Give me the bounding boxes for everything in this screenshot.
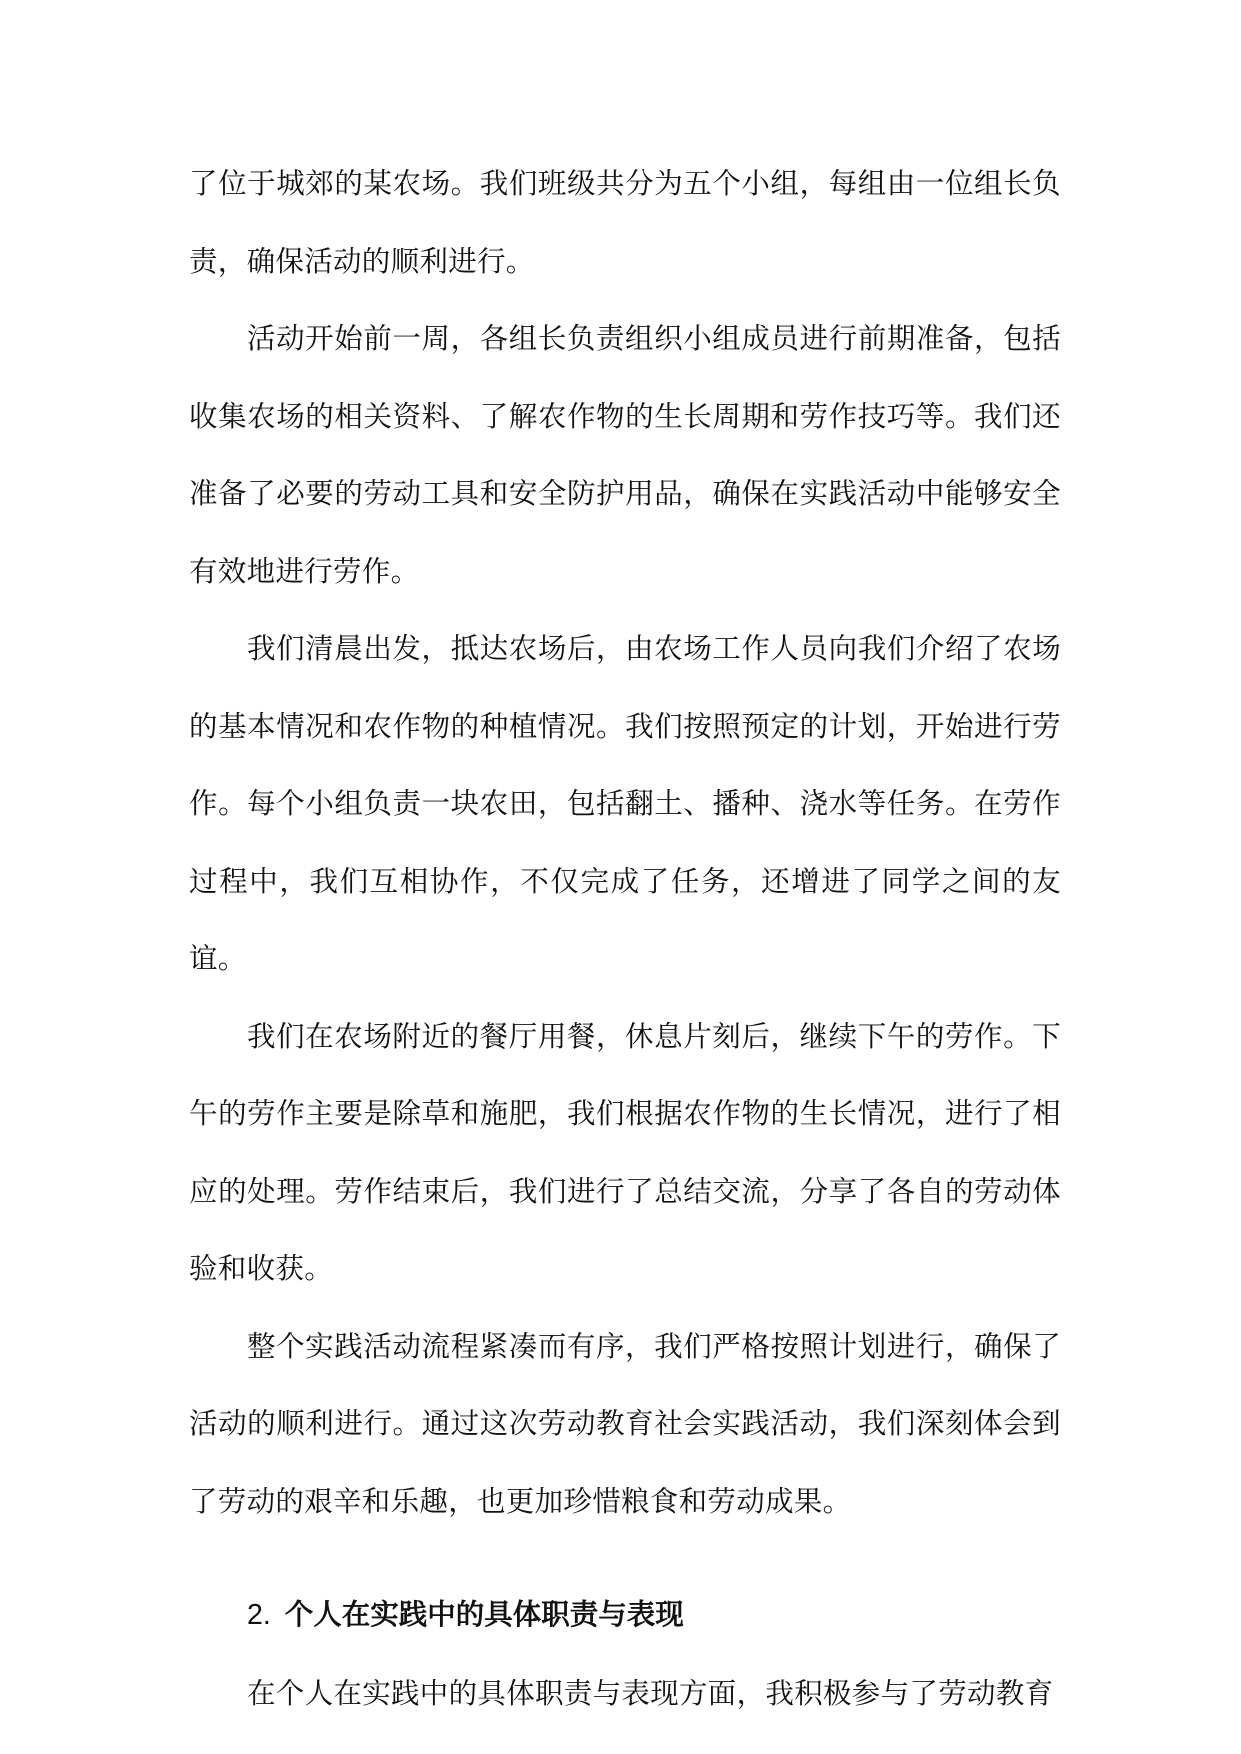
paragraph-morning-work: 我们清晨出发，抵达农场后，由农场工作人员向我们介绍了农场的基本情况和农作物的种植情况。我们按照预定的计划，开始进行劳作。每个小组负责一块农田，包括翻土、播种、浇水等任务。在劳作过程中，我们互相协作，不仅完成了任务，还增进了同学之间的友谊。	[189, 632, 1061, 975]
paragraph-afternoon-work: 我们在农场附近的餐厅用餐，休息片刻后，继续下午的劳作。下午的劳作主要是除草和施肥，我们根据农作物的生长情况，进行了相应的处理。劳作结束后，我们进行了总结交流，分享了各自的劳动体验和收获。	[189, 1019, 1061, 1285]
document-body	[189, 145, 1061, 1732]
section-paragraph: 在个人在实践中的具体职责与表现方面，我积极参与了劳动教育	[247, 1676, 1054, 1710]
paragraph-continuation: 了位于城郊的某农场。我们班级共分为五个小组，每组由一位组长负责，确保活动的顺利进行。	[189, 167, 1061, 278]
paragraph-summary: 整个实践活动流程紧凑而有序，我们严格按照计划进行，确保了活动的顺利进行。通过这次劳动教育社会实践活动，我们深刻体会到了劳动的艰辛和乐趣，也更加珍惜粮食和劳动成果。	[189, 1329, 1061, 1518]
section-title: 个人在实践中的具体职责与表现	[284, 1598, 684, 1631]
section-number: 2.	[247, 1599, 271, 1631]
paragraph-preparation: 活动开始前一周，各组长负责组织小组成员进行前期准备，包括收集农场的相关资料、了解农作物的生长周期和劳作技巧等。我们还准备了必要的劳动工具和安全防护用品，确保在实践活动中能够安全有效地进行劳作。	[189, 322, 1061, 588]
section-heading	[189, 1576, 1061, 1655]
